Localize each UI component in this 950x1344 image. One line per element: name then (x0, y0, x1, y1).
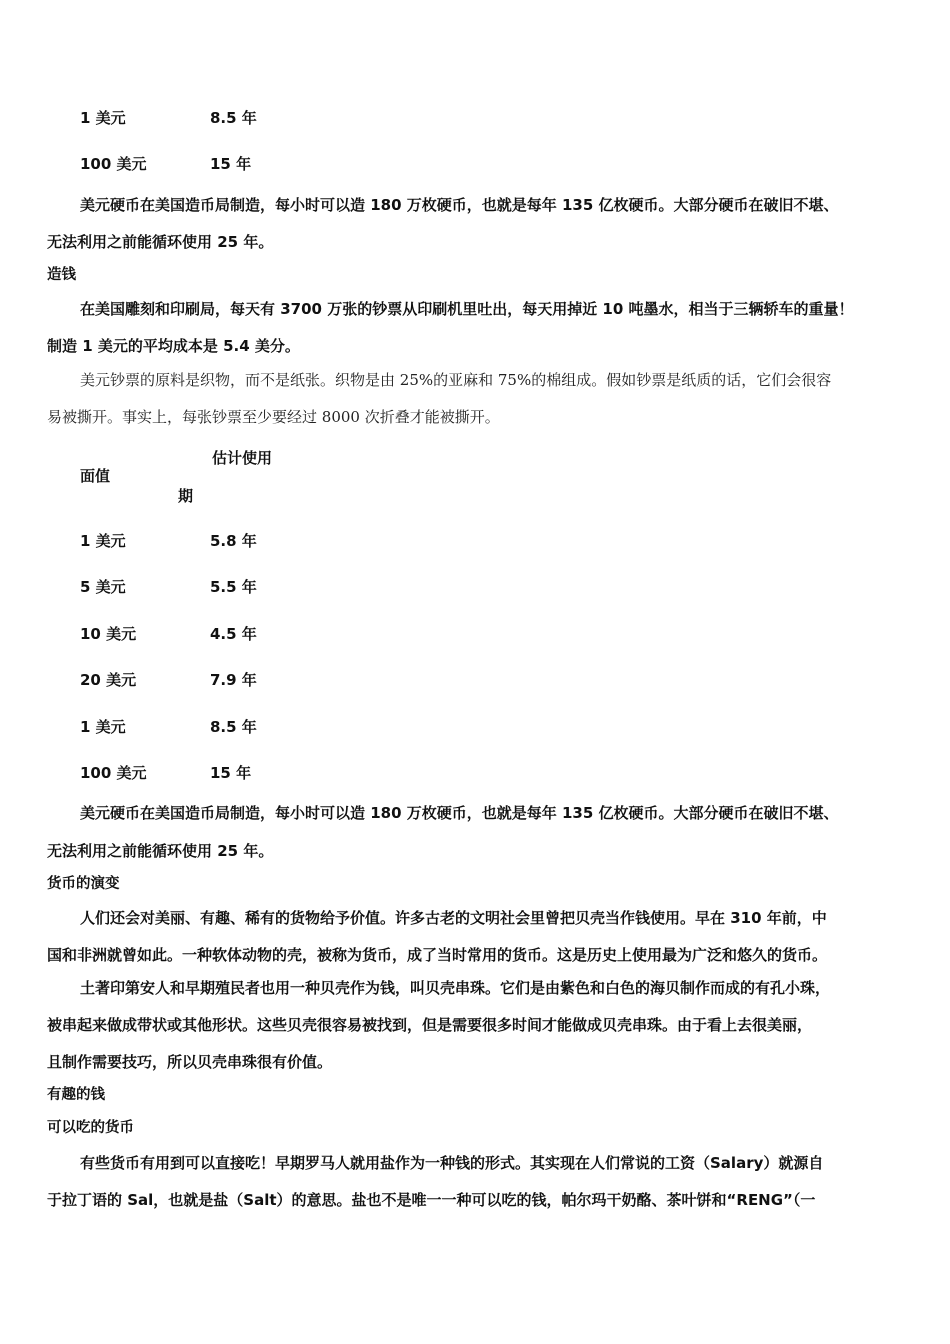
table2-row-4-life: 7.9 年 (210, 671, 257, 689)
evolution-para-2-line-2: 被串起来做成带状或其他形状。这些贝壳很容易被找到，但是需要很多时间才能做成贝壳串珠。由于看上去很美丽， (47, 1016, 813, 1034)
making-money-plain-line-1: 美元钞票的原料是织物，而不是纸张。织物是由 25%的亚麻和 75%的棉组成。假如钞票是纸质的话，它们会很容 (80, 371, 832, 389)
evolution-para-2-line-3: 且制作需要技巧，所以贝壳串珠很有价值。 (47, 1053, 333, 1071)
table2-row-6-denomination: 100 美元 (80, 764, 147, 782)
coins-paragraph-2-line-2: 无法利用之前能循环使用 25 年。 (47, 842, 274, 860)
subheading-edible-money: 可以吃的货币 (47, 1120, 134, 1136)
evolution-para-2-line-1: 土著印第安人和早期殖民者也用一种贝壳作为钱，叫贝壳串珠。它们是由紫色和白色的海贝制作而成的有孔小珠， (80, 979, 831, 997)
fun-money-para-line-2: 于拉丁语的 Sal，也就是盐（Salt）的意思。盐也不是唯一一种可以吃的钱，帕尔玛干奶酪、茶叶饼和“RENG”（一 (47, 1191, 816, 1209)
coins-paragraph-1-line-1: 美元硬币在美国造币局制造，每小时可以造 180 万枚硬币，也就是每年 135 亿枚硬币。大部分硬币在破旧不堪、 (80, 196, 839, 214)
table2-row-2-life: 5.5 年 (210, 578, 257, 596)
coins-paragraph-1-line-2: 无法利用之前能循环使用 25 年。 (47, 233, 274, 251)
table2-header-life-line-2: 期 (178, 487, 194, 505)
fun-money-para-line-1: 有些货币有用到可以直接吃！早期罗马人就用盐作为一种钱的形式。其实现在人们常说的工资（Salary）就源自 (80, 1154, 824, 1172)
table1-row-1-life: 8.5 年 (210, 109, 257, 127)
table2-header-denomination: 面值 (80, 467, 111, 485)
table2-row-1-denomination: 1 美元 (80, 532, 126, 550)
coins-paragraph-2-line-1: 美元硬币在美国造币局制造，每小时可以造 180 万枚硬币，也就是每年 135 亿枚硬币。大部分硬币在破旧不堪、 (80, 804, 839, 822)
table2-row-6-life: 15 年 (210, 764, 252, 782)
table2-row-5-denomination: 1 美元 (80, 718, 126, 736)
making-money-plain-line-2: 易被撕开。事实上，每张钞票至少要经过 8000 次折叠才能被撕开。 (47, 408, 500, 426)
section-heading-making-money: 造钱 (47, 267, 76, 283)
table2-row-4-denomination: 20 美元 (80, 671, 137, 689)
table1-row-2-denomination: 100 美元 (80, 155, 147, 173)
table2-row-5-life: 8.5 年 (210, 718, 257, 736)
table2-row-1-life: 5.8 年 (210, 532, 257, 550)
table1-row-1-denomination: 1 美元 (80, 109, 126, 127)
section-heading-fun-money: 有趣的钱 (47, 1087, 105, 1103)
table2-row-2-denomination: 5 美元 (80, 578, 126, 596)
table1-row-2-life: 15 年 (210, 155, 252, 173)
table2-row-3-life: 4.5 年 (210, 625, 257, 643)
section-heading-evolution: 货币的演变 (47, 876, 120, 892)
making-money-bold-line-1: 在美国雕刻和印刷局，每天有 3700 万张的钞票从印刷机里吐出，每天用掉近 10 吨墨水，相当于三辆轿车的重量！ (80, 300, 854, 318)
table2-header-life-line-1: 估计使用 (212, 449, 273, 467)
making-money-bold-line-2: 制造 1 美元的平均成本是 5.4 美分。 (47, 337, 300, 355)
evolution-para-1-line-1: 人们还会对美丽、有趣、稀有的货物给予价值。许多古老的文明社会里曾把贝壳当作钱使用。早在 310 年前，中 (80, 909, 827, 927)
table2-row-3-denomination: 10 美元 (80, 625, 137, 643)
evolution-para-1-line-2: 国和非洲就曾如此。一种软体动物的壳，被称为货币，成了当时常用的货币。这是历史上使用最为广泛和悠久的货币。 (47, 946, 828, 964)
